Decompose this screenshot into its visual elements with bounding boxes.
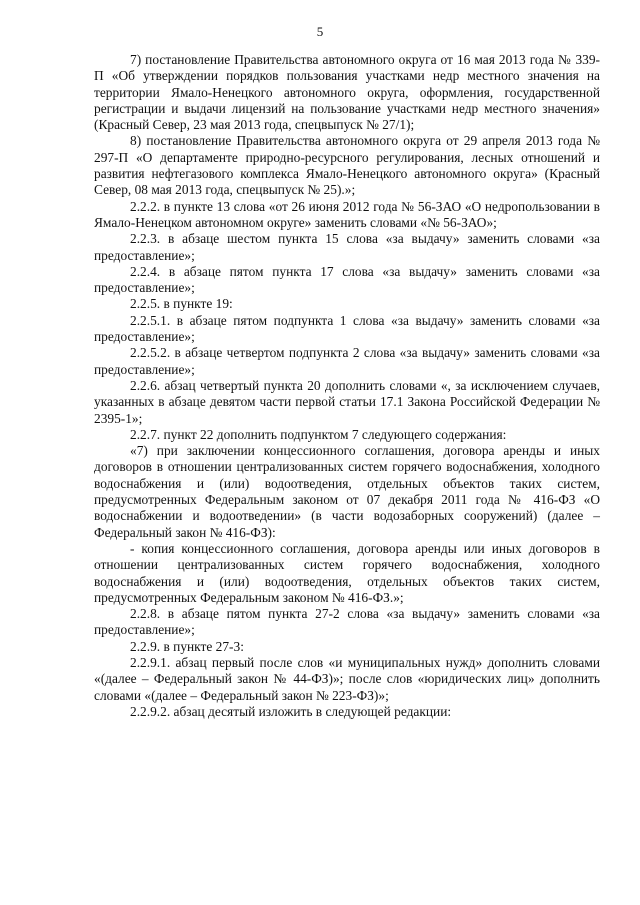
paragraph-2-2-9-2: 2.2.9.2. абзац десятый изложить в следующей редакции:: [130, 703, 452, 719]
paragraph-item-7: 7) постановление Правительства автономного округа от 16 мая 2013 года № 339-П «Об утверждении порядков пользования участками недр местного значения на территории Ямало-Ненецкого автономного округа, оформления, государственной регистрации и выдачи лицензий на пользование участками недр местного значения» (Красный Север, 23 мая 2013 года, спецвыпуск № 27/1);: [94, 52, 600, 133]
paragraph-dash-item: - копия концессионного соглашения, договора аренды или иных договоров в отношении централизованных систем горячего водоснабжения, холодного водоснабжения и (или) водоотведения, отдельных объектов таких систем, предусмотренных Федеральным законом № 416-ФЗ.»;: [94, 540, 600, 605]
paragraph-2-2-2: 2.2.2. в пункте 13 слова «от 26 июня 2012 года № 56-ЗАО «О недропользовании в Ямало-Ненецком автономном округе» заменить словами «№ 56-ЗАО»;: [94, 198, 600, 230]
document-body: [94, 52, 600, 720]
paragraph-2-2-3: 2.2.3. в абзаце шестом пункта 15 слова «за выдачу» заменить словами «за предоставление»;: [94, 231, 600, 263]
paragraph-2-2-9: 2.2.9. в пункте 27-3:: [130, 638, 244, 654]
paragraph-2-2-7: 2.2.7. пункт 22 дополнить подпунктом 7 следующего содержания:: [130, 426, 507, 442]
paragraph-2-2-5: 2.2.5. в пункте 19:: [130, 296, 233, 312]
paragraph-2-2-6: 2.2.6. абзац четвертый пункта 20 дополнить словами «, за исключением случаев, указанных в абзаце девятом части первой статьи 17.1 Закона Российской Федерации № 2395-1»;: [94, 377, 600, 426]
paragraph-2-2-8: 2.2.8. в абзаце пятом пункта 27-2 слова «за выдачу» заменить словами «за предоставление»;: [94, 606, 600, 638]
paragraph-2-2-4: 2.2.4. в абзаце пятом пункта 17 слова «за выдачу» заменить словами «за предоставление»;: [94, 263, 600, 296]
page-number: 5: [316, 24, 324, 39]
paragraph-2-2-5-1: 2.2.5.1. в абзаце пятом подпункта 1 слова «за выдачу» заменить словами «за предоставление»;: [94, 312, 600, 345]
paragraph-subitem-7-quote: «7) при заключении концессионного соглашения, договора аренды и иных договоров в отношении централизованных систем горячего водоснабжения, холодного водоснабжения и (или) водоотведения, отдельных объектов таких систем, предусмотренных Федеральным законом от 07 декабря 2011 года № 416-ФЗ «О водоснабжении и водоотведении» (в части водозаборных сооружений) (далее – Федеральный закон № 416-ФЗ):: [94, 443, 600, 540]
paragraph-2-2-9-1: 2.2.9.1. абзац первый после слов «и муниципальных нужд» дополнить словами «(далее – Федеральный закон № 44-ФЗ)»; после слов «юридических лиц» дополнить словами «(далее – Федеральный закон № 223-ФЗ)»;: [94, 654, 600, 703]
paragraph-item-8: 8) постановление Правительства автономного округа от 29 апреля 2013 года № 297-П «О департаменте природно-ресурсного регулирования, лесных отношений и развития нефтегазового комплекса Ямало-Ненецкого автономного округа» (Красный Север, 08 мая 2013 года, спецвыпуск № 25).»;: [94, 133, 600, 198]
paragraph-2-2-5-2: 2.2.5.2. в абзаце четвертом подпункта 2 слова «за выдачу» заменить словами «за предоставление»;: [94, 345, 600, 377]
